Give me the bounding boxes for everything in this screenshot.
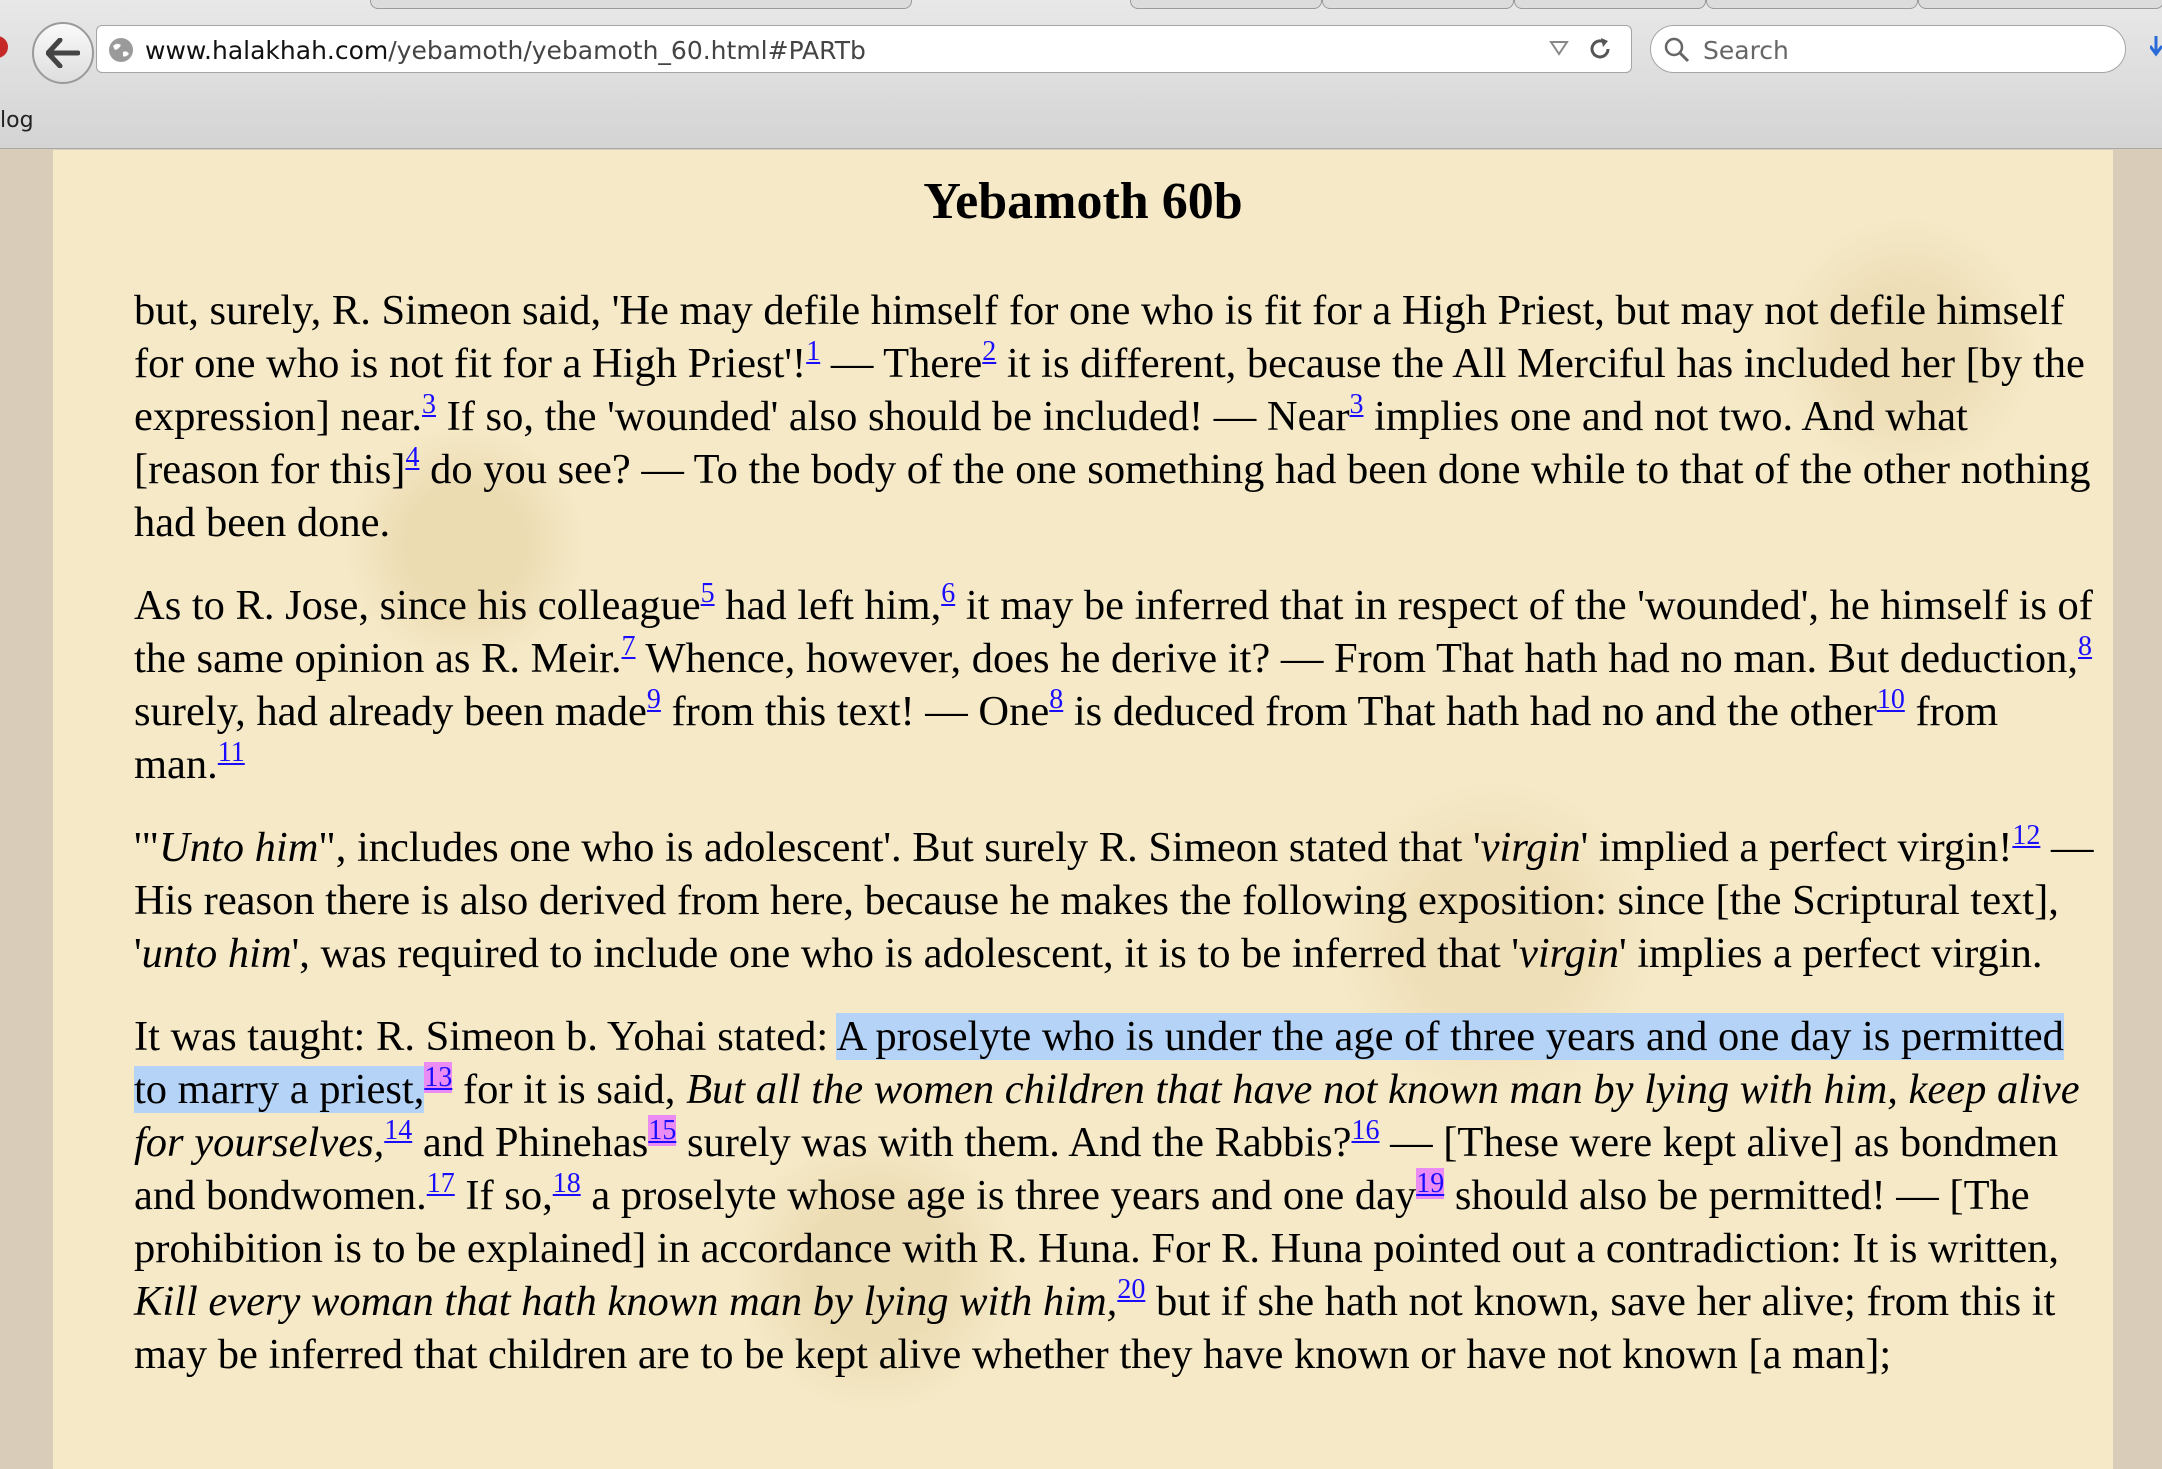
italic-span: unto him [141,930,292,977]
italic-span: But all the women children that have not known man by lying with him, keep alive for yourselves, [134,1066,2080,1166]
text-span: for it is said, [452,1066,687,1113]
footnote-link[interactable]: 9 [646,684,661,715]
url-bar[interactable] [96,25,1632,73]
tab[interactable] [1322,0,1514,9]
url-path: /yebamoth/yebamoth_60.html#PARTb [388,36,866,65]
footnote-link[interactable]: 5 [700,578,715,609]
footnote-link[interactable]: 10 [1876,684,1905,715]
footnote-link[interactable]: 8 [2078,631,2093,662]
text-span: implies one and not two. And what [reason for this] [134,393,1968,493]
footnote-link[interactable]: 17 [426,1168,455,1199]
text-span: a proselyte whose age is three years and one day [580,1172,1417,1219]
paragraph-3 [134,821,2094,980]
text-span: ' implies a perfect virgin. [1618,930,2043,977]
text-span: it may be inferred that in respect of the 'wounded', he himself is of the same opinion as R. Meir. [134,582,2093,682]
text-span: — His reason there is also derived from here, because he makes the following exposition: since [the Scriptural text], ' [134,824,2094,977]
footnote-link[interactable]: 4 [405,442,420,473]
text-span: If so, [454,1172,553,1219]
text-span: As to R. Jose, since his colleague [134,582,701,629]
footnote-link[interactable]: 1 [806,336,821,367]
footnote-link[interactable]: 15 [648,1115,677,1146]
footnote-link[interactable]: 3 [1349,389,1364,420]
paragraph-1 [134,284,2094,549]
tab[interactable] [370,0,912,9]
text-span: from man. [134,688,1999,788]
text-span: from this text! — One [660,688,1050,735]
text-span: but if she hath not known, save her alive; from this it may be inferred that children are to be kept alive whether they have known or have not known [a man]; [134,1278,2056,1378]
record-indicator-icon [0,36,8,58]
footnote-link[interactable]: 18 [552,1168,581,1199]
url-text [145,36,866,65]
text-span: surely, had already been made [134,688,647,735]
page-title: Yebamoth 60b [923,173,1243,230]
url-host: www.halakhah.com [145,36,389,65]
download-icon[interactable] [2150,36,2162,58]
search-input[interactable] [1650,25,2126,73]
text-span: had left him, [714,582,942,629]
text-span: ' implied a perfect virgin! [1580,824,2013,871]
tab[interactable] [1130,0,1322,9]
footnote-link[interactable]: 12 [2012,820,2041,851]
text-span: Whence, however, does he derive it? — From That hath had no man. But deduction, [635,635,2079,682]
text-span: it is different, because the All Merciful has included her [by the expression] near. [134,340,2085,440]
text-span: — [These were kept alive] as bondmen and bondwomen. [134,1119,2059,1219]
text-span: — There [820,340,983,387]
chevron-down-icon[interactable] [1549,39,1569,57]
tab[interactable] [1706,0,1918,9]
text-span: and Phinehas [412,1119,649,1166]
text-span: do you see? — To the body of the one something had been done while to that of the other nothing had been done. [134,446,2091,546]
text-span: If so, the 'wounded' also should be included! — Near [435,393,1350,440]
footnote-link[interactable]: 7 [621,631,636,662]
text-span: ', was required to include one who is adolescent, it is to be inferred that ' [291,930,1520,977]
back-arrow-icon [46,38,80,68]
tab-strip [0,0,2162,10]
page-content [53,150,2113,1469]
italic-span: Kill every woman that hath known man by lying with him, [134,1278,1118,1325]
text-span: should also be permitted! — [The prohibition is to be explained] in accordance with R. Huna. For R. Huna pointed out a contradiction: It is written, [134,1172,2060,1272]
footnote-link[interactable]: 11 [217,737,245,768]
text-span: '" [134,824,160,871]
tab[interactable] [1918,0,2162,9]
text-span: is deduced from That hath had no and the other [1063,688,1877,735]
footnote-link[interactable]: 14 [384,1115,413,1146]
footnote-link[interactable]: 13 [424,1062,453,1093]
footnote-link[interactable]: 3 [421,389,436,420]
italic-span: virgin [1480,824,1581,871]
search-placeholder: Search [1703,36,1789,65]
footnote-link[interactable]: 16 [1351,1115,1380,1146]
bookmark-item[interactable]: log [0,108,34,133]
text-span: surely was with them. And the Rabbis? [676,1119,1352,1166]
article-body [134,284,2094,1411]
globe-icon [107,36,135,64]
paragraph-4 [134,1010,2094,1381]
highlighted-selection: A proselyte who is under the age of three years and one day is permitted to marry a priest, [134,1013,2064,1113]
reload-icon[interactable] [1587,36,1613,62]
footnote-link[interactable]: 6 [941,578,956,609]
text-span: It was taught: R. Simeon b. Yohai stated: [134,1013,837,1060]
browser-chrome [0,0,2162,149]
back-button[interactable] [32,22,94,84]
tab[interactable] [1514,0,1706,9]
footnote-link[interactable]: 20 [1117,1274,1146,1305]
text-span: but, surely, R. Simeon said, 'He may defile himself for one who is fit for a High Priest, but may not defile himself for one who is not fit for a High Priest'! [134,287,2065,387]
paragraph-2 [134,579,2094,791]
footnote-link[interactable]: 8 [1049,684,1064,715]
footnote-link[interactable]: 19 [1416,1168,1445,1199]
text-span: ", includes one who is adolescent'. But surely R. Simeon stated that ' [318,824,1481,871]
italic-span: Unto him [159,824,319,871]
search-icon [1663,36,1691,64]
footnote-link[interactable]: 2 [982,336,997,367]
italic-span: virgin [1519,930,1619,977]
